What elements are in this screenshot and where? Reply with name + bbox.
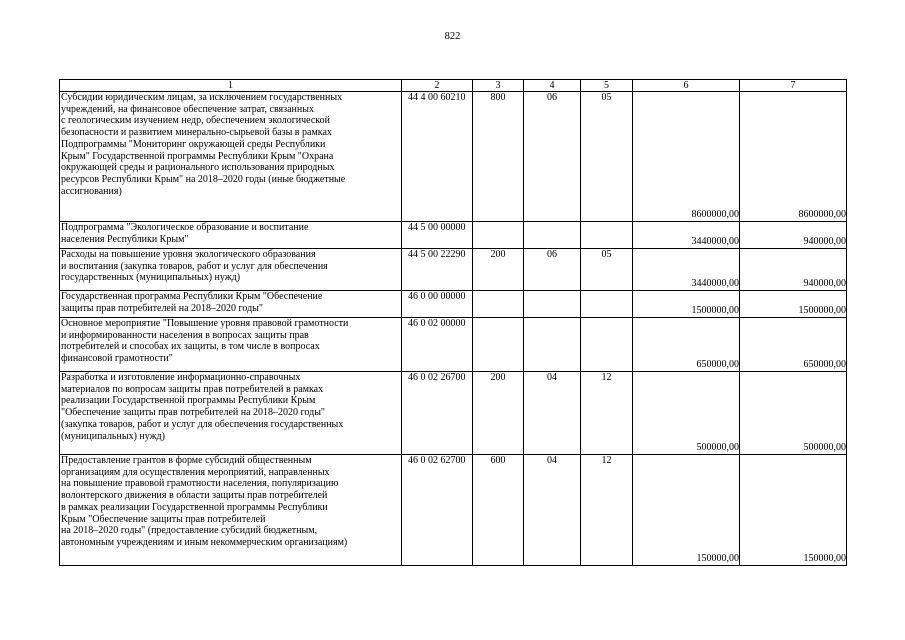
row-amount-2: 500000,00 [740, 372, 847, 455]
header-col-2: 2 [402, 80, 473, 92]
header-row [60, 80, 847, 92]
row-csr-code: 46 0 02 00000 [402, 318, 473, 372]
row-amount-1: 8600000,00 [633, 92, 740, 222]
row-pr-code: 12 [581, 455, 633, 566]
row-rz-code: 06 [524, 92, 581, 222]
table-row [60, 92, 847, 222]
row-name: Предоставление грантов в форме субсидий общественным организациям для осуществления мероприятий, направленных на повышение правовой грамотности населения, популяризацию волонтерского движения в области защиты прав потребителей в рамках реализации Государственной программы Республики Крым "Обеспечение защиты прав потребителей на 2018–2020 годы" (предоставление субсидий бюджетным, автономным учреждениям и иным некоммерческим организациям) [60, 455, 402, 566]
table-row [60, 249, 847, 291]
row-name: Субсидии юридическим лицам, за исключением государственных учреждений, на финансовое обеспечение затрат, связанных с геологическим изучением недр, обеспечением экологической безопасности и развитием минерально-сырьевой базы в рамках Подпрограммы "Мониторинг окружающей среды Республики Крым" Государственной программы Республики Крым "Охрана окружающей среды и рационального использования природных ресурсов Республики Крым" на 2018–2020 годы (иные бюджетные ассигнования) [60, 92, 402, 222]
header-col-5: 5 [581, 80, 633, 92]
row-csr-code: 44 5 00 22290 [402, 249, 473, 291]
row-name: Государственная программа Республики Крым "Обеспечение защиты прав потребителей на 2018–2020 годы" [60, 291, 402, 318]
row-name: Подпрограмма "Экологическое образование и воспитание населения Республики Крым" [60, 222, 402, 249]
row-amount-2: 1500000,00 [740, 291, 847, 318]
page-number: 822 [444, 31, 461, 42]
row-amount-1: 150000,00 [633, 455, 740, 566]
row-pr-code [581, 222, 633, 249]
row-csr-code: 46 0 02 26700 [402, 372, 473, 455]
header-col-6: 6 [633, 80, 740, 92]
row-vr-code: 600 [473, 455, 524, 566]
row-vr-code [473, 222, 524, 249]
row-vr-code: 200 [473, 372, 524, 455]
row-vr-code: 800 [473, 92, 524, 222]
row-vr-code [473, 291, 524, 318]
row-rz-code: 06 [524, 249, 581, 291]
row-name: Разработка и изготовление информационно-справочных материалов по вопросам защиты прав потребителей в рамках реализации Государственной программы Республики Крым "Обеспечение защиты прав потребителей на 2018–2020 годы" (закупка товаров, работ и услуг для обеспечения государственных (муниципальных) нужд) [60, 372, 402, 455]
header-col-3: 3 [473, 80, 524, 92]
header-col-7: 7 [740, 80, 847, 92]
row-vr-code: 200 [473, 249, 524, 291]
row-pr-code: 05 [581, 249, 633, 291]
table-row [60, 318, 847, 372]
table-row [60, 222, 847, 249]
table-row [60, 455, 847, 566]
row-pr-code: 05 [581, 92, 633, 222]
row-rz-code [524, 318, 581, 372]
row-amount-2: 8600000,00 [740, 92, 847, 222]
row-name: Основное мероприятие "Повышение уровня правовой грамотности и информированности населения в вопросах защиты прав потребителей и способах их защиты, в том числе в вопросах финансовой грамотности" [60, 318, 402, 372]
row-rz-code: 04 [524, 372, 581, 455]
table-header [60, 80, 847, 92]
row-csr-code: 44 4 00 60210 [402, 92, 473, 222]
table-body [60, 92, 847, 566]
header-col-1: 1 [60, 80, 402, 92]
row-amount-1: 3440000,00 [633, 249, 740, 291]
row-vr-code [473, 318, 524, 372]
row-amount-2: 150000,00 [740, 455, 847, 566]
row-amount-1: 500000,00 [633, 372, 740, 455]
row-pr-code [581, 318, 633, 372]
row-amount-1: 3440000,00 [633, 222, 740, 249]
row-amount-1: 650000,00 [633, 318, 740, 372]
row-name: Расходы на повышение уровня экологического образования и воспитания (закупка товаров, работ и услуг для обеспечения государственных (муниципальных) нужд) [60, 249, 402, 291]
row-rz-code [524, 222, 581, 249]
row-amount-1: 1500000,00 [633, 291, 740, 318]
budget-table [59, 79, 847, 566]
header-col-4: 4 [524, 80, 581, 92]
row-rz-code [524, 291, 581, 318]
table-row [60, 372, 847, 455]
table-row [60, 291, 847, 318]
row-csr-code: 46 0 02 62700 [402, 455, 473, 566]
row-csr-code: 44 5 00 00000 [402, 222, 473, 249]
row-amount-2: 940000,00 [740, 249, 847, 291]
row-csr-code: 46 0 00 00000 [402, 291, 473, 318]
row-rz-code: 04 [524, 455, 581, 566]
row-amount-2: 940000,00 [740, 222, 847, 249]
row-pr-code [581, 291, 633, 318]
row-pr-code: 12 [581, 372, 633, 455]
row-amount-2: 650000,00 [740, 318, 847, 372]
